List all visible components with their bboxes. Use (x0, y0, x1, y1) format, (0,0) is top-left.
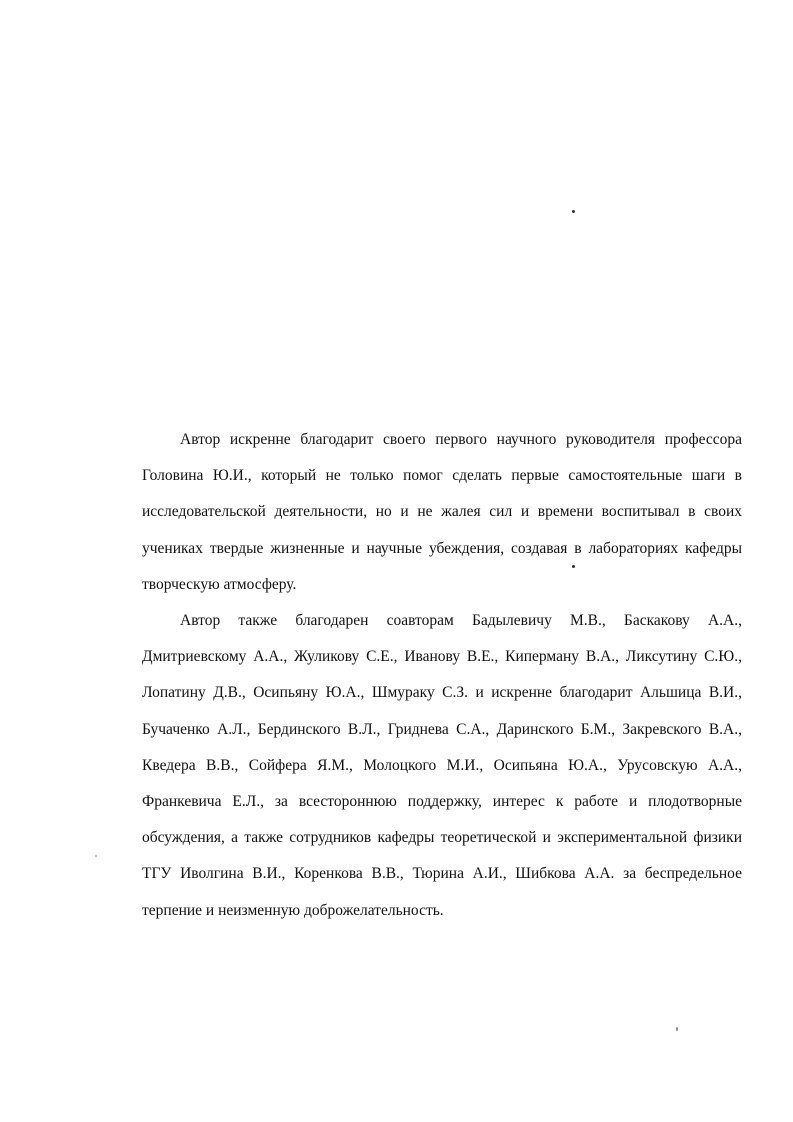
acknowledgement-text (142, 422, 742, 929)
acknowledgement-paragraph-2: Автор также благодарен соавторам Бадылевичу М.В., Баскакову А.А., Дмитриевскому А.А., Жуликову С.Е., Иванову В.Е., Киперману В.А., Ликсутину С.Ю., Лопатину Д.В., Осипьяну Ю.А., Шмураку С.З. и искренне благодарит Альшица В.И., Бучаченко А.Л., Бердинского В.Л., Гриднева С.А., Даринского Б.М., Закревского В.А., Кведера В.В., Сойфера Я.М., Молоцкого М.И., Осипьяна Ю.А., Урусовскую А.А., Франкевича Е.Л., за всестороннюю поддержку, интерес к работе и плодотворные обсуждения, а также сотрудников кафедры теоретической и экспериментальной физики ТГУ Иволгина В.И., Коренкова В.В., Тюрина А.И., Шибкова А.А. за беспредельное терпение и неизменную доброжелательность. (142, 612, 742, 919)
scan-speck (676, 1027, 678, 1031)
acknowledgement-paragraph-1: Автор искренне благодарит своего первого научного руководителя профессора Головина Ю.И., который не только помог сделать первые самостоятельные шаги в исследовательской деятельности, но и не жалея сил и времени воспитывал в своих учениках твердые жизненные и научные убеждения, создавая в лабораториях кафедры творческую атмосферу. (142, 431, 742, 593)
scan-speck (572, 210, 575, 213)
scan-speck (95, 855, 97, 857)
